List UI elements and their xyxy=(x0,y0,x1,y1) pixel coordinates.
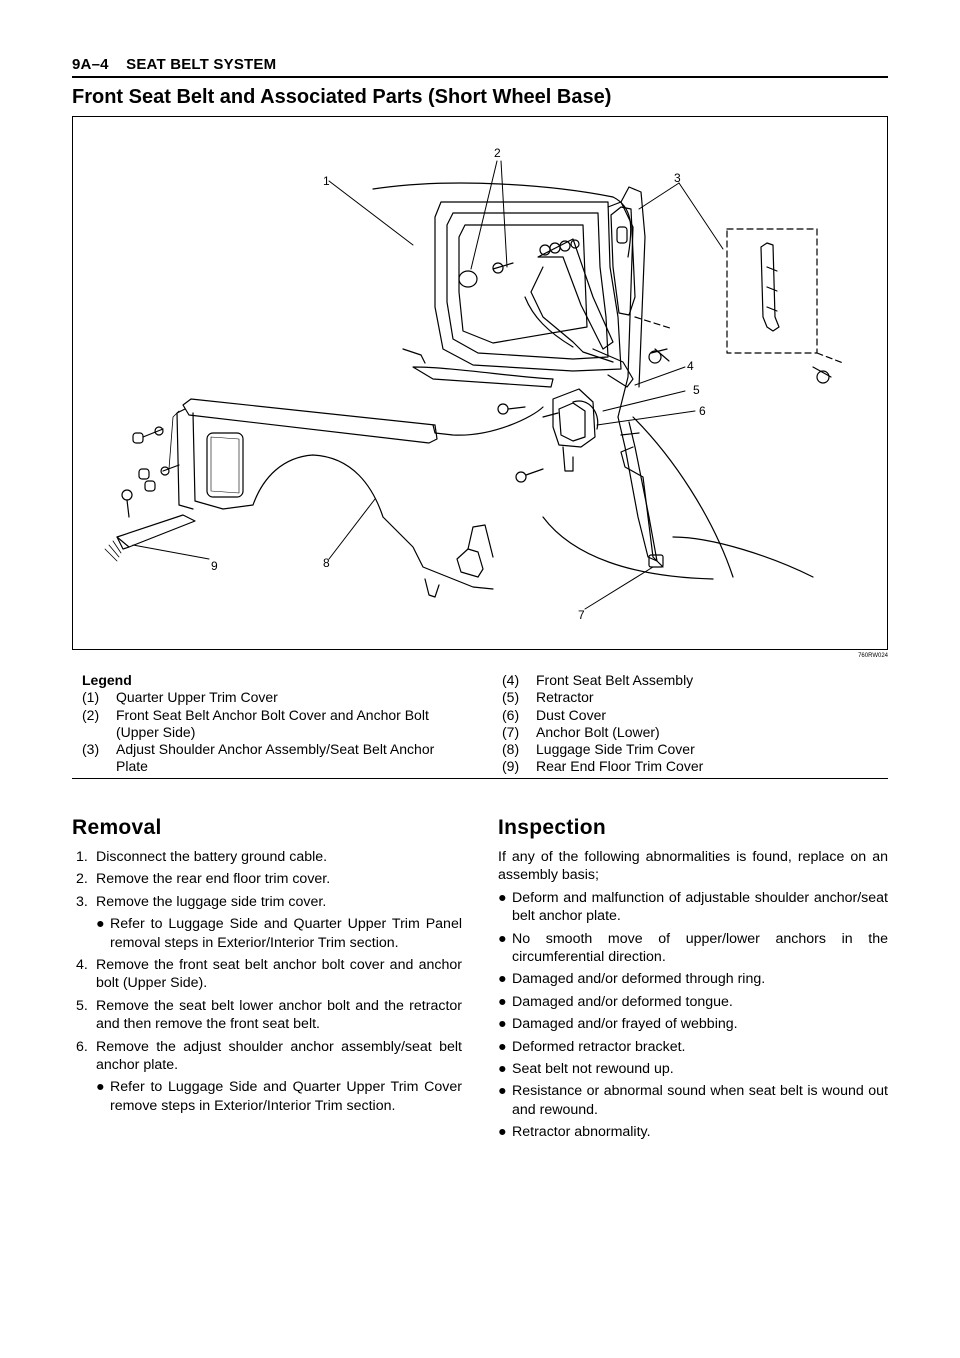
callout-4: 4 xyxy=(687,359,694,373)
inspection-intro: If any of the following abnormalities is found, replace on an assembly basis; xyxy=(498,849,888,884)
removal-step: 6. Remove the adjust shoulder anchor assembly/seat belt anchor plate. ● Refer to Luggage Side and Quarter Upper Trim Cover remove steps in Exterior/Interior Trim section. xyxy=(76,1038,462,1114)
inspection-item: ● Resistance or abnormal sound when seat belt is wound out and rewound. xyxy=(498,1083,888,1118)
inspection-item: ● Retractor abnormality. xyxy=(498,1124,651,1141)
callout-6: 6 xyxy=(699,404,706,418)
callout-8: 8 xyxy=(323,556,330,570)
removal-note: ● Refer to Luggage Side and Quarter Upper Trim Cover remove steps in Exterior/Interior Trim section. xyxy=(96,1079,462,1114)
diagram-illustration xyxy=(73,117,889,651)
legend-item: (6) Dust Cover xyxy=(502,706,607,723)
removal-step-notes xyxy=(96,1078,462,1115)
bullet-icon: ● xyxy=(498,930,507,947)
bullet-icon: ● xyxy=(498,971,507,988)
legend-title: Legend xyxy=(82,672,132,688)
callout-7: 7 xyxy=(578,608,585,622)
removal-note: ● Refer to Luggage Side and Quarter Upper Trim Panel removal steps in Exterior/Interior Trim section. xyxy=(96,916,462,951)
bullet-icon: ● xyxy=(96,1079,105,1096)
removal-step: 3. Remove the luggage side trim cover. ● Refer to Luggage Side and Quarter Upper Trim Panel removal steps in Exterior/Interior Trim section. xyxy=(76,893,462,951)
legend xyxy=(72,672,888,779)
inspection-item: ● Damaged and/or frayed of webbing. xyxy=(498,1016,738,1033)
bullet-icon: ● xyxy=(498,1016,507,1033)
page-header xyxy=(72,56,888,78)
removal-step: 2. Remove the rear end floor trim cover. xyxy=(76,871,331,888)
inspection-item: ● Damaged and/or deformed tongue. xyxy=(498,993,733,1010)
inspection-item: ● Damaged and/or deformed through ring. xyxy=(498,971,766,988)
removal-steps xyxy=(72,848,462,1115)
legend-item: (1) Quarter Upper Trim Cover xyxy=(82,689,278,706)
removal-step: 5. Remove the seat belt lower anchor bolt and the retractor and then remove the front seat belt. xyxy=(76,997,462,1033)
callout-1: 1 xyxy=(323,174,330,188)
callout-5: 5 xyxy=(693,383,700,397)
callout-3: 3 xyxy=(674,171,681,185)
inspection-item: ● Deform and malfunction of adjustable shoulder anchor/seat belt anchor plate. xyxy=(498,889,888,925)
callout-2: 2 xyxy=(494,146,501,160)
bullet-icon: ● xyxy=(498,993,507,1010)
inspection-items xyxy=(498,889,888,1142)
legend-item: (5) Retractor xyxy=(502,689,594,706)
removal-section xyxy=(72,816,462,1119)
legend-item: (7) Anchor Bolt (Lower) xyxy=(502,723,660,740)
bullet-icon: ● xyxy=(96,916,105,933)
inspection-heading: Inspection xyxy=(498,816,607,839)
removal-heading: Removal xyxy=(72,816,162,839)
removal-step-notes xyxy=(96,915,462,952)
removal-step: 1. Disconnect the battery ground cable. xyxy=(76,849,328,865)
legend-item: (4) Front Seat Belt Assembly xyxy=(502,672,694,688)
inspection-item: ● No smooth move of upper/lower anchors in the circumferential direction. xyxy=(498,930,888,966)
bullet-icon: ● xyxy=(498,1083,507,1100)
bullet-icon: ● xyxy=(498,1038,507,1055)
bullet-icon: ● xyxy=(498,1061,507,1078)
inspection-section xyxy=(498,816,888,1146)
bullet-icon: ● xyxy=(498,1124,507,1141)
legend-item: (3) Adjust Shoulder Anchor Assembly/Seat Belt Anchor Plate xyxy=(82,741,435,775)
legend-item: (2) Front Seat Belt Anchor Bolt Cover and Anchor Bolt (Upper Side) xyxy=(82,706,429,740)
bullet-icon: ● xyxy=(498,889,507,906)
legend-item: (9) Rear End Floor Trim Cover xyxy=(502,758,704,775)
figure-id: 760RW024 xyxy=(858,653,888,659)
inspection-item: ● Seat belt not rewound up. xyxy=(498,1061,674,1078)
removal-step: 4. Remove the front seat belt anchor bolt cover and anchor bolt (Upper Side). xyxy=(76,957,462,992)
callout-9: 9 xyxy=(211,559,218,573)
legend-right-column xyxy=(502,672,882,776)
inspection-item: ● Deformed retractor bracket. xyxy=(498,1038,686,1055)
header-title: 9A–4 SEAT BELT SYSTEM xyxy=(72,56,277,73)
legend-left-column xyxy=(82,672,462,776)
page-title: Front Seat Belt and Associated Parts (Short Wheel Base) xyxy=(72,86,612,108)
legend-item: (8) Luggage Side Trim Cover xyxy=(502,741,695,758)
exploded-diagram xyxy=(72,116,888,650)
